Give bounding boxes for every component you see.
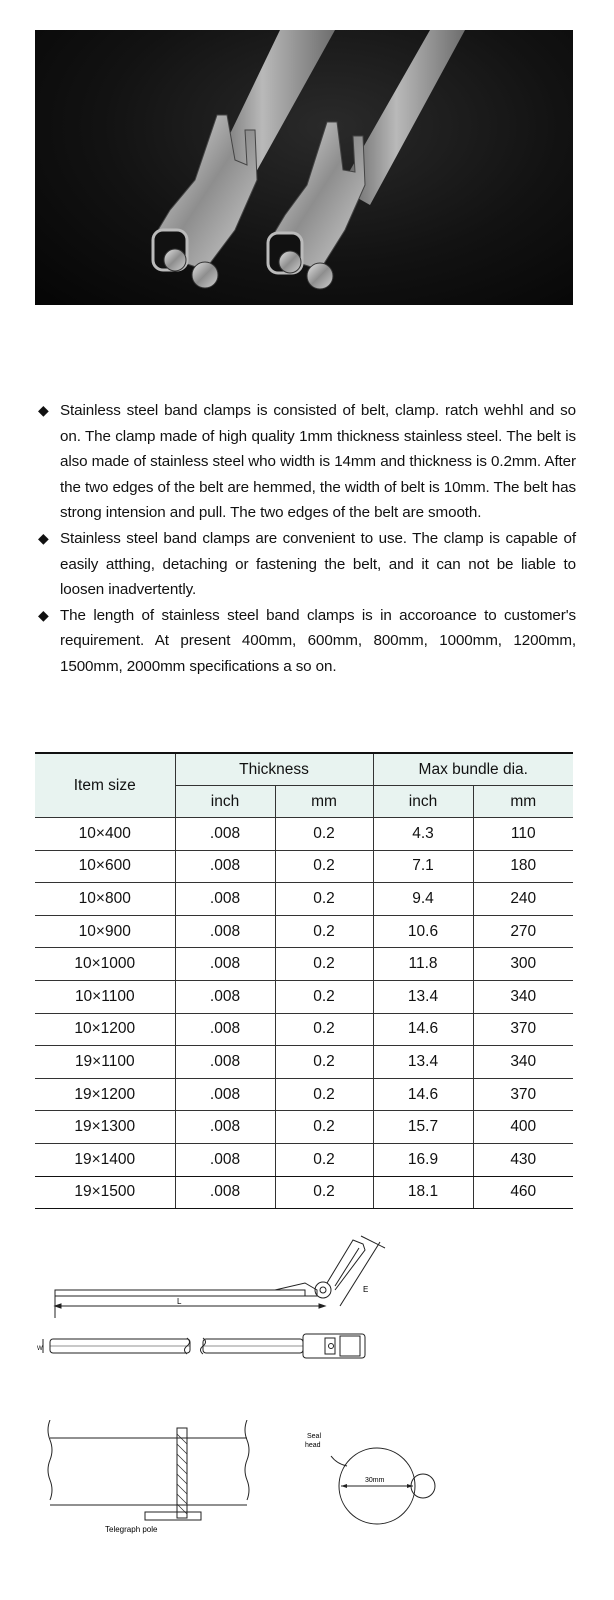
subheader-thickness-mm: mm [275, 786, 373, 818]
cell-bundle-inch: 14.6 [373, 1078, 473, 1111]
cell-thickness-inch: .008 [175, 883, 275, 916]
cell-item-size: 10×900 [35, 915, 175, 948]
cell-item-size: 10×1100 [35, 980, 175, 1013]
cell-thickness-mm: 0.2 [275, 915, 373, 948]
cell-bundle-inch: 13.4 [373, 980, 473, 1013]
cell-thickness-mm: 0.2 [275, 1111, 373, 1144]
cell-item-size: 10×1200 [35, 1013, 175, 1046]
cell-bundle-inch: 15.7 [373, 1111, 473, 1144]
cell-bundle-mm: 110 [473, 818, 573, 851]
cell-item-size: 10×1000 [35, 948, 175, 981]
cell-bundle-mm: 370 [473, 1013, 573, 1046]
spec-table [35, 752, 573, 1209]
label-seal: Seal [307, 1433, 322, 1440]
cell-item-size: 19×1500 [35, 1176, 175, 1209]
pole-left-break [48, 1420, 52, 1500]
header-max-bundle: Max bundle dia. [373, 753, 573, 786]
cell-bundle-mm: 270 [473, 915, 573, 948]
diamond-bullet-icon: ◆ [38, 529, 49, 546]
table-row [35, 850, 573, 883]
subheader-bundle-mm: mm [473, 786, 573, 818]
clamp-arm [327, 1240, 365, 1290]
cell-bundle-inch: 7.1 [373, 850, 473, 883]
label-e: E [363, 1285, 369, 1294]
table-row [35, 1078, 573, 1111]
cell-bundle-inch: 18.1 [373, 1176, 473, 1209]
bullet-text: Stainless steel band clamps are convenient to use. The clamp is capable of easily atthing, detaching or fastening the belt, and it can not be liable to loosen inadvertently. [60, 529, 576, 599]
cell-item-size: 19×1100 [35, 1046, 175, 1079]
label-head: head [305, 1442, 321, 1449]
cell-bundle-mm: 180 [473, 850, 573, 883]
header-thickness: Thickness [175, 753, 373, 786]
cell-item-size: 19×1200 [35, 1078, 175, 1111]
cell-thickness-inch: .008 [175, 915, 275, 948]
cell-bundle-mm: 240 [473, 883, 573, 916]
cell-bundle-mm: 340 [473, 980, 573, 1013]
diamond-bullet-icon: ◆ [38, 606, 49, 623]
cell-bundle-inch: 10.6 [373, 915, 473, 948]
cell-thickness-inch: .008 [175, 948, 275, 981]
pole-installation-drawing [35, 1420, 455, 1545]
cell-bundle-mm: 460 [473, 1176, 573, 1209]
cell-item-size: 10×400 [35, 818, 175, 851]
clamp-base [145, 1512, 201, 1520]
table-row [35, 1013, 573, 1046]
cell-thickness-mm: 0.2 [275, 1143, 373, 1176]
belt-side-view [55, 1290, 305, 1296]
table-row [35, 948, 573, 981]
cell-thickness-inch: .008 [175, 818, 275, 851]
cell-thickness-mm: 0.2 [275, 1013, 373, 1046]
description-bullet-1 [36, 398, 576, 526]
description [36, 398, 576, 680]
label-l: L [177, 1297, 182, 1306]
cell-thickness-inch: .008 [175, 1078, 275, 1111]
cell-item-size: 10×600 [35, 850, 175, 883]
cell-thickness-inch: .008 [175, 1143, 275, 1176]
cell-bundle-inch: 9.4 [373, 883, 473, 916]
cell-thickness-inch: .008 [175, 1176, 275, 1209]
cell-thickness-mm: 0.2 [275, 1046, 373, 1079]
table-row [35, 980, 573, 1013]
cell-bundle-inch: 11.8 [373, 948, 473, 981]
cell-item-size: 19×1400 [35, 1143, 175, 1176]
cell-thickness-mm: 0.2 [275, 1078, 373, 1111]
table-row [35, 1111, 573, 1144]
cell-thickness-mm: 0.2 [275, 883, 373, 916]
label-w: W [37, 1346, 43, 1352]
pole-right-break [245, 1420, 249, 1500]
cell-bundle-mm: 300 [473, 948, 573, 981]
clamp-right [268, 122, 365, 289]
cell-thickness-mm: 0.2 [275, 980, 373, 1013]
bullet-text: Stainless steel band clamps is consisted of belt, clamp. ratch wehhl and so on. The clamp made of high quality 1mm thickness stainless steel. The belt is also made of stainless steel who width is 14mm and thickness is 0.2mm. After the two edges of the belt are hemmed, the width of belt is 10mm. The belt has strong intension and pull. The two edges of the belt are smooth. [60, 402, 576, 522]
cell-thickness-inch: .008 [175, 1013, 275, 1046]
cell-thickness-inch: .008 [175, 850, 275, 883]
bullet-text: The length of stainless steel band clamps is in accoroance to customer's requirement. At present 400mm, 600mm, 800mm, 1000mm, 1200mm, 1500mm, 2000mm specifications a so on. [60, 606, 576, 675]
cell-thickness-inch: .008 [175, 1111, 275, 1144]
table-row [35, 915, 573, 948]
header-item-size: Item size [35, 753, 175, 818]
cell-item-size: 19×1300 [35, 1111, 175, 1144]
table-row [35, 1176, 573, 1209]
cell-thickness-mm: 0.2 [275, 1176, 373, 1209]
cell-thickness-inch: .008 [175, 1046, 275, 1079]
label-telegraph-pole: Telegraph pole [105, 1525, 158, 1534]
cell-bundle-mm: 430 [473, 1143, 573, 1176]
label-diameter: 30mm [365, 1477, 385, 1484]
cell-bundle-mm: 340 [473, 1046, 573, 1079]
cell-bundle-mm: 370 [473, 1078, 573, 1111]
cell-bundle-inch: 14.6 [373, 1013, 473, 1046]
table-row [35, 1046, 573, 1079]
cell-bundle-mm: 400 [473, 1111, 573, 1144]
description-bullet-3 [36, 603, 576, 680]
table-row [35, 883, 573, 916]
cell-thickness-mm: 0.2 [275, 818, 373, 851]
cell-item-size: 10×800 [35, 883, 175, 916]
product-photo [35, 30, 573, 305]
cell-bundle-inch: 16.9 [373, 1143, 473, 1176]
table-row [35, 818, 573, 851]
description-bullet-2 [36, 526, 576, 603]
cell-bundle-inch: 4.3 [373, 818, 473, 851]
band-clamp-illustration [35, 30, 573, 305]
cell-thickness-mm: 0.2 [275, 850, 373, 883]
diamond-bullet-icon: ◆ [38, 402, 49, 418]
subheader-thickness-inch: inch [175, 786, 275, 818]
cell-thickness-mm: 0.2 [275, 948, 373, 981]
cell-bundle-inch: 13.4 [373, 1046, 473, 1079]
clamp-dimension-drawing [35, 1228, 395, 1378]
cell-thickness-inch: .008 [175, 980, 275, 1013]
table-row [35, 1143, 573, 1176]
subheader-bundle-inch: inch [373, 786, 473, 818]
